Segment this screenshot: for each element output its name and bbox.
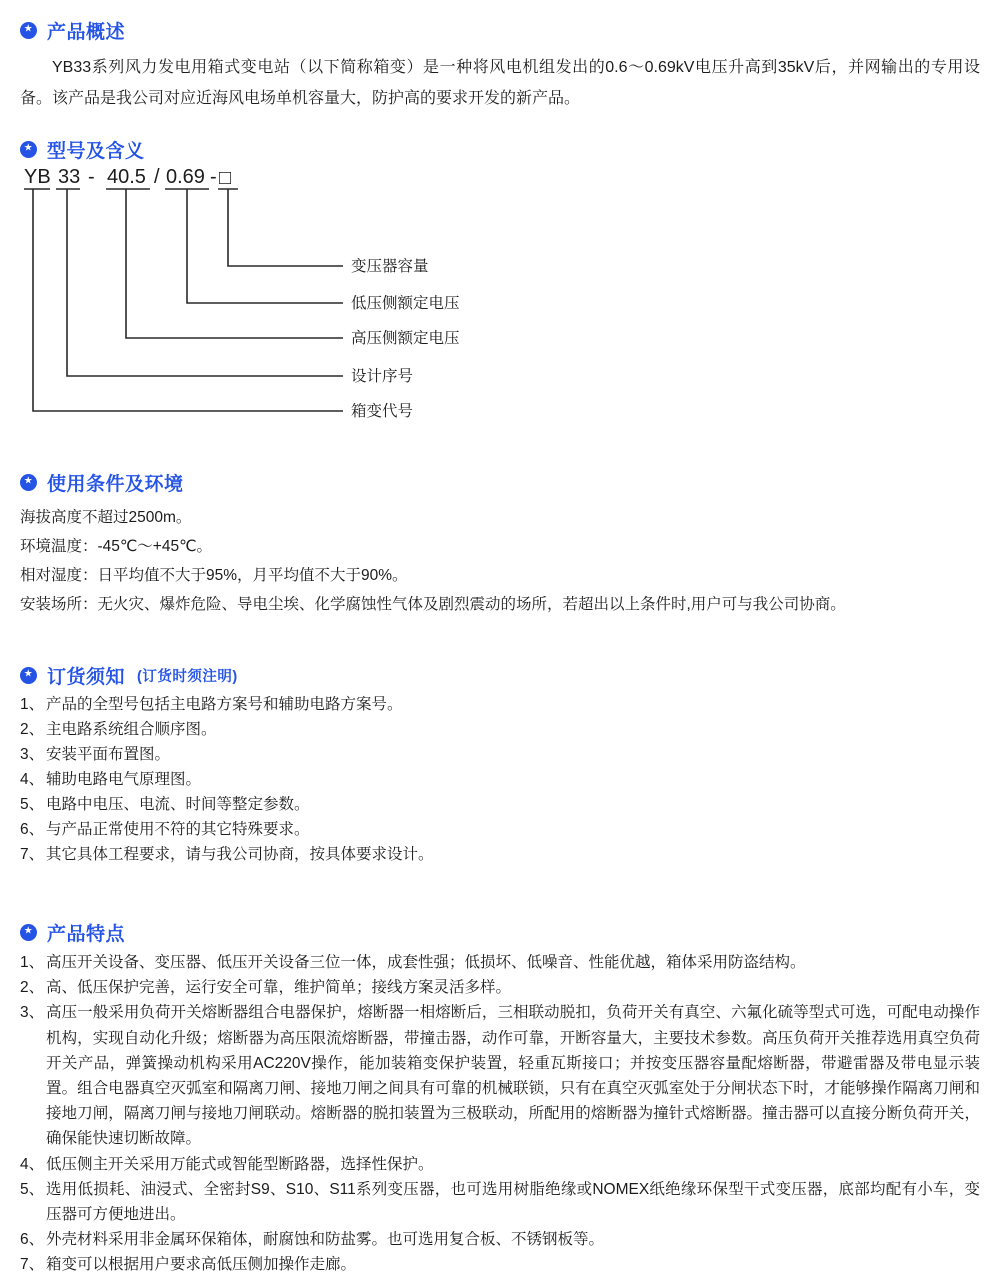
code-prefix: YB — [24, 166, 51, 188]
star-circle-icon — [20, 667, 37, 684]
ordering-item — [20, 792, 980, 817]
item-text: 箱变可以根据用户要求高低压侧加操作走廊。 — [46, 1256, 357, 1274]
section-title-text: 产品特点 — [47, 923, 126, 945]
model-code-text — [24, 166, 231, 189]
section-title-text: 型号及含义 — [47, 140, 145, 162]
condition-line: 相对湿度：日平均值不大于95%，月平均值不大于90%。 — [20, 567, 408, 584]
connector-lv — [187, 189, 343, 303]
item-number: 6、 — [20, 821, 45, 838]
star-circle-icon — [20, 22, 37, 39]
feature-item — [20, 1227, 980, 1252]
model-code-diagram — [20, 165, 520, 423]
item-text: 高、低压保护完善，运行安全可靠，维护简单；接线方案灵活多样。 — [46, 979, 512, 997]
section-title-text: 订货须知 — [47, 666, 126, 688]
item-text: 高压开关设备、变压器、低压开关设备三位一体，成套性强；低损坏、低噪音、性能优越，箱体采用防盗结构。 — [46, 954, 806, 971]
connector-hv — [126, 189, 343, 338]
ordering-item — [20, 817, 980, 842]
code-sep: - — [210, 166, 217, 188]
item-text: 低压侧主开关采用万能式或智能型断路器，选择性保护。 — [46, 1155, 434, 1173]
item-number: 2、 — [20, 979, 45, 997]
code-sep: - — [88, 166, 95, 188]
feature-item — [20, 975, 980, 1000]
item-text: 与产品正常使用不符的其它特殊要求。 — [46, 821, 310, 838]
code-design: 33 — [58, 166, 81, 188]
label-lv: 低压侧额定电压 — [351, 295, 460, 312]
feature-item — [20, 1252, 980, 1277]
item-text: 外壳材料采用非金属环保箱体，耐腐蚀和防盐雾。也可选用复合板、不锈钢板等。 — [46, 1231, 605, 1249]
section-title-text: 使用条件及环境 — [47, 473, 184, 495]
ordering-item — [20, 842, 980, 867]
ordering-item — [20, 692, 980, 717]
item-text: 电路中电压、电流、时间等整定参数。 — [46, 796, 310, 813]
item-number: 7、 — [20, 1256, 45, 1274]
section-title-overview — [20, 18, 980, 42]
item-number: 4、 — [20, 1155, 45, 1173]
item-number: 2、 — [20, 721, 45, 738]
feature-item — [20, 1177, 980, 1227]
item-text: 高压一般采用负荷开关熔断器组合电器保护，熔断器一相熔断后，三相联动脱扣，负荷开关有真空、六氟化硫等型式可选，可配电动操作机构，实现自动化升级；熔断器为高压限流熔断器，带撞击器，动作可靠，开断容量大，主要技术参数。高压负荷开关推荐选用真空负荷开关产品，弹簧操动机构采用AC220V操作，能加装箱变保护装置，轻重瓦斯接口；并按变压器容量配熔断器，带避雷器及带电显示装置。组合电器真空灭弧室和隔离刀闸、接地刀闸之间具有可靠的机械联锁，只有在真空灭弧室处于分闸状态下时，才能够操作隔离刀闸和接地刀闸，隔离刀闸与接地刀闸联动。熔断器的脱扣装置为三极联动，所配用的熔断器为撞针式熔断器。撞击器可以直接分断负荷开关，确保能快速切断故障。 — [46, 1004, 980, 1148]
section-title-text: 产品概述 — [47, 21, 126, 43]
star-circle-icon — [20, 141, 37, 158]
ordering-item — [20, 767, 980, 792]
item-text: 主电路系统组合顺序图。 — [46, 721, 217, 738]
condition-line: 环境温度：-45℃～+45℃。 — [20, 538, 213, 555]
item-number: 6、 — [20, 1231, 45, 1249]
item-number: 5、 — [20, 796, 45, 813]
condition-line: 海拔高度不超过2500m。 — [20, 509, 192, 526]
star-glyph: ★ — [23, 668, 34, 680]
star-circle-icon — [20, 924, 37, 941]
item-number: 7、 — [20, 846, 45, 863]
code-lv: 0.69 — [166, 166, 205, 188]
features-list — [20, 950, 980, 1278]
item-text: 辅助电路电气原理图。 — [46, 771, 202, 788]
section-title-features — [20, 920, 980, 944]
label-design: 设计序号 — [351, 368, 414, 385]
ordering-list — [20, 692, 980, 867]
ordering-item — [20, 742, 980, 767]
star-glyph: ★ — [23, 925, 34, 937]
section-title-model — [20, 137, 980, 161]
connector-capacity — [228, 189, 343, 266]
code-box-symbol: □ — [219, 167, 232, 189]
diagram-lines — [24, 189, 343, 411]
item-text: 选用低损耗、油浸式、全密封S9、S10、S11系列变压器，也可选用树脂绝缘或NOMEX纸绝缘环保型干式变压器，底部均配有小车，变压器可方便地进出。 — [46, 1180, 980, 1224]
item-number: 3、 — [20, 1004, 45, 1022]
item-number: 1、 — [20, 696, 45, 713]
star-glyph: ★ — [23, 142, 34, 154]
item-number: 3、 — [20, 746, 45, 763]
label-code: 箱变代号 — [351, 403, 414, 420]
model-labels — [351, 257, 460, 420]
ordering-item — [20, 717, 980, 742]
item-number: 4、 — [20, 771, 45, 788]
label-hv: 高压侧额定电压 — [351, 330, 460, 347]
item-number: 5、 — [20, 1180, 45, 1198]
code-hv: 40.5 — [107, 166, 146, 188]
connector-design — [67, 189, 343, 376]
feature-item — [20, 1000, 980, 1151]
conditions-list — [20, 503, 980, 619]
overview-paragraph: YB33系列风力发电用箱式变电站（以下简称箱变）是一种将风电机组发出的0.6～0.69kV电压升高到35kV后，并网输出的专用设备。该产品是我公司对应近海风电场单机容量大，防护高的要求开发的新产品。 — [20, 59, 980, 107]
item-text: 其它具体工程要求，请与我公司协商，按具体要求设计。 — [46, 846, 434, 863]
item-text: 产品的全型号包括主电路方案号和辅助电路方案号。 — [46, 696, 403, 713]
section-title-note: (订货时须注明) — [137, 668, 238, 685]
section-title-conditions — [20, 470, 980, 494]
item-text: 安装平面布置图。 — [46, 746, 171, 763]
star-glyph: ★ — [23, 23, 34, 35]
connector-code — [33, 189, 343, 411]
label-capacity: 变压器容量 — [351, 258, 429, 275]
condition-line: 安装场所：无火灾、爆炸危险、导电尘埃、化学腐蚀性气体及剧烈震动的场所，若超出以上条件时,用户可与我公司协商。 — [20, 596, 846, 613]
star-glyph: ★ — [23, 475, 34, 487]
feature-item — [20, 1152, 980, 1177]
item-number: 1、 — [20, 954, 45, 971]
feature-item — [20, 950, 980, 975]
star-circle-icon — [20, 474, 37, 491]
code-sep: / — [154, 166, 160, 188]
section-title-ordering — [20, 663, 980, 687]
